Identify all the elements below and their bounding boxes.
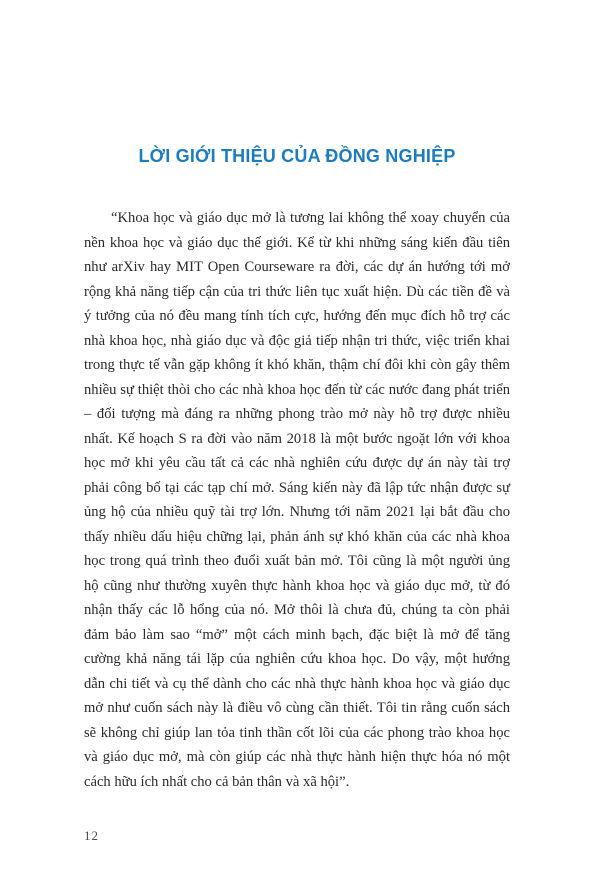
page-title: LỜI GIỚI THIỆU CỦA ĐỒNG NGHIỆP [138,146,456,166]
foreword-paragraph: “Khoa học và giáo dục mở là tương lai không thể xoay chuyển của nền khoa học và giáo dục thế giới. Kể từ khi những sáng kiến đầu tiên như arXiv hay MIT Open Courseware ra đời, các dự án hướng tới mở rộng khả năng tiếp cận của tri thức liên tục xuất hiện. Dù các tiền đề và ý tưởng của nó đều mang tính tích cực, hướng đến mục đích hỗ trợ các nhà khoa học, nhà giáo dục và độc giả tiếp nhận tri thức, việc triển khai trong thực tế vẫn gặp không ít khó khăn, thậm chí đôi khi còn gây thêm nhiều sự thiệt thòi cho các nhà khoa học đến từ các nước đang phát triển – đối tượng mà đáng ra những phong trào mở này hỗ trợ được nhiều nhất. Kế hoạch S ra đời vào năm 2018 là một bước ngoặt lớn với khoa học mở khi yêu cầu tất cả các nhà nghiên cứu được dự án này tài trợ phải công bố tại các tạp chí mở. Sáng kiến này đã lập tức nhận được sự ủng hộ của nhiều quỹ tài trợ lớn. Nhưng tới năm 2021 lại bắt đầu cho thấy nhiều dấu hiệu chững lại, phản ánh sự khó khăn của các nhà khoa học trong quá trình theo đuổi xuất bản mở. Tôi cũng là một người ủng hộ cũng như thường xuyên thực hành khoa học và giáo dục mở, từ đó nhận thấy các lỗ hổng của nó. Mở thôi là chưa đủ, chúng ta còn phải đảm bảo làm sao “mở” một cách minh bạch, đặc biệt là mở để tăng cường khả năng tái lặp của nghiên cứu khoa học. Do vậy, một hướng dẫn chi tiết và cụ thể dành cho các nhà thực hành khoa học và giáo dục mở như cuốn sách này là điều vô cùng cần thiết. Tôi tin rằng cuốn sách sẽ không chỉ giúp lan tỏa tinh thần cốt lõi của các phong trào khoa học và giáo dục mở, mà còn giúp các nhà thực hành hiện thực hóa nó một cách hữu ích nhất cho cả bản thân và xã hội”. [84,210,510,790]
page-number: 12 [84,828,99,843]
